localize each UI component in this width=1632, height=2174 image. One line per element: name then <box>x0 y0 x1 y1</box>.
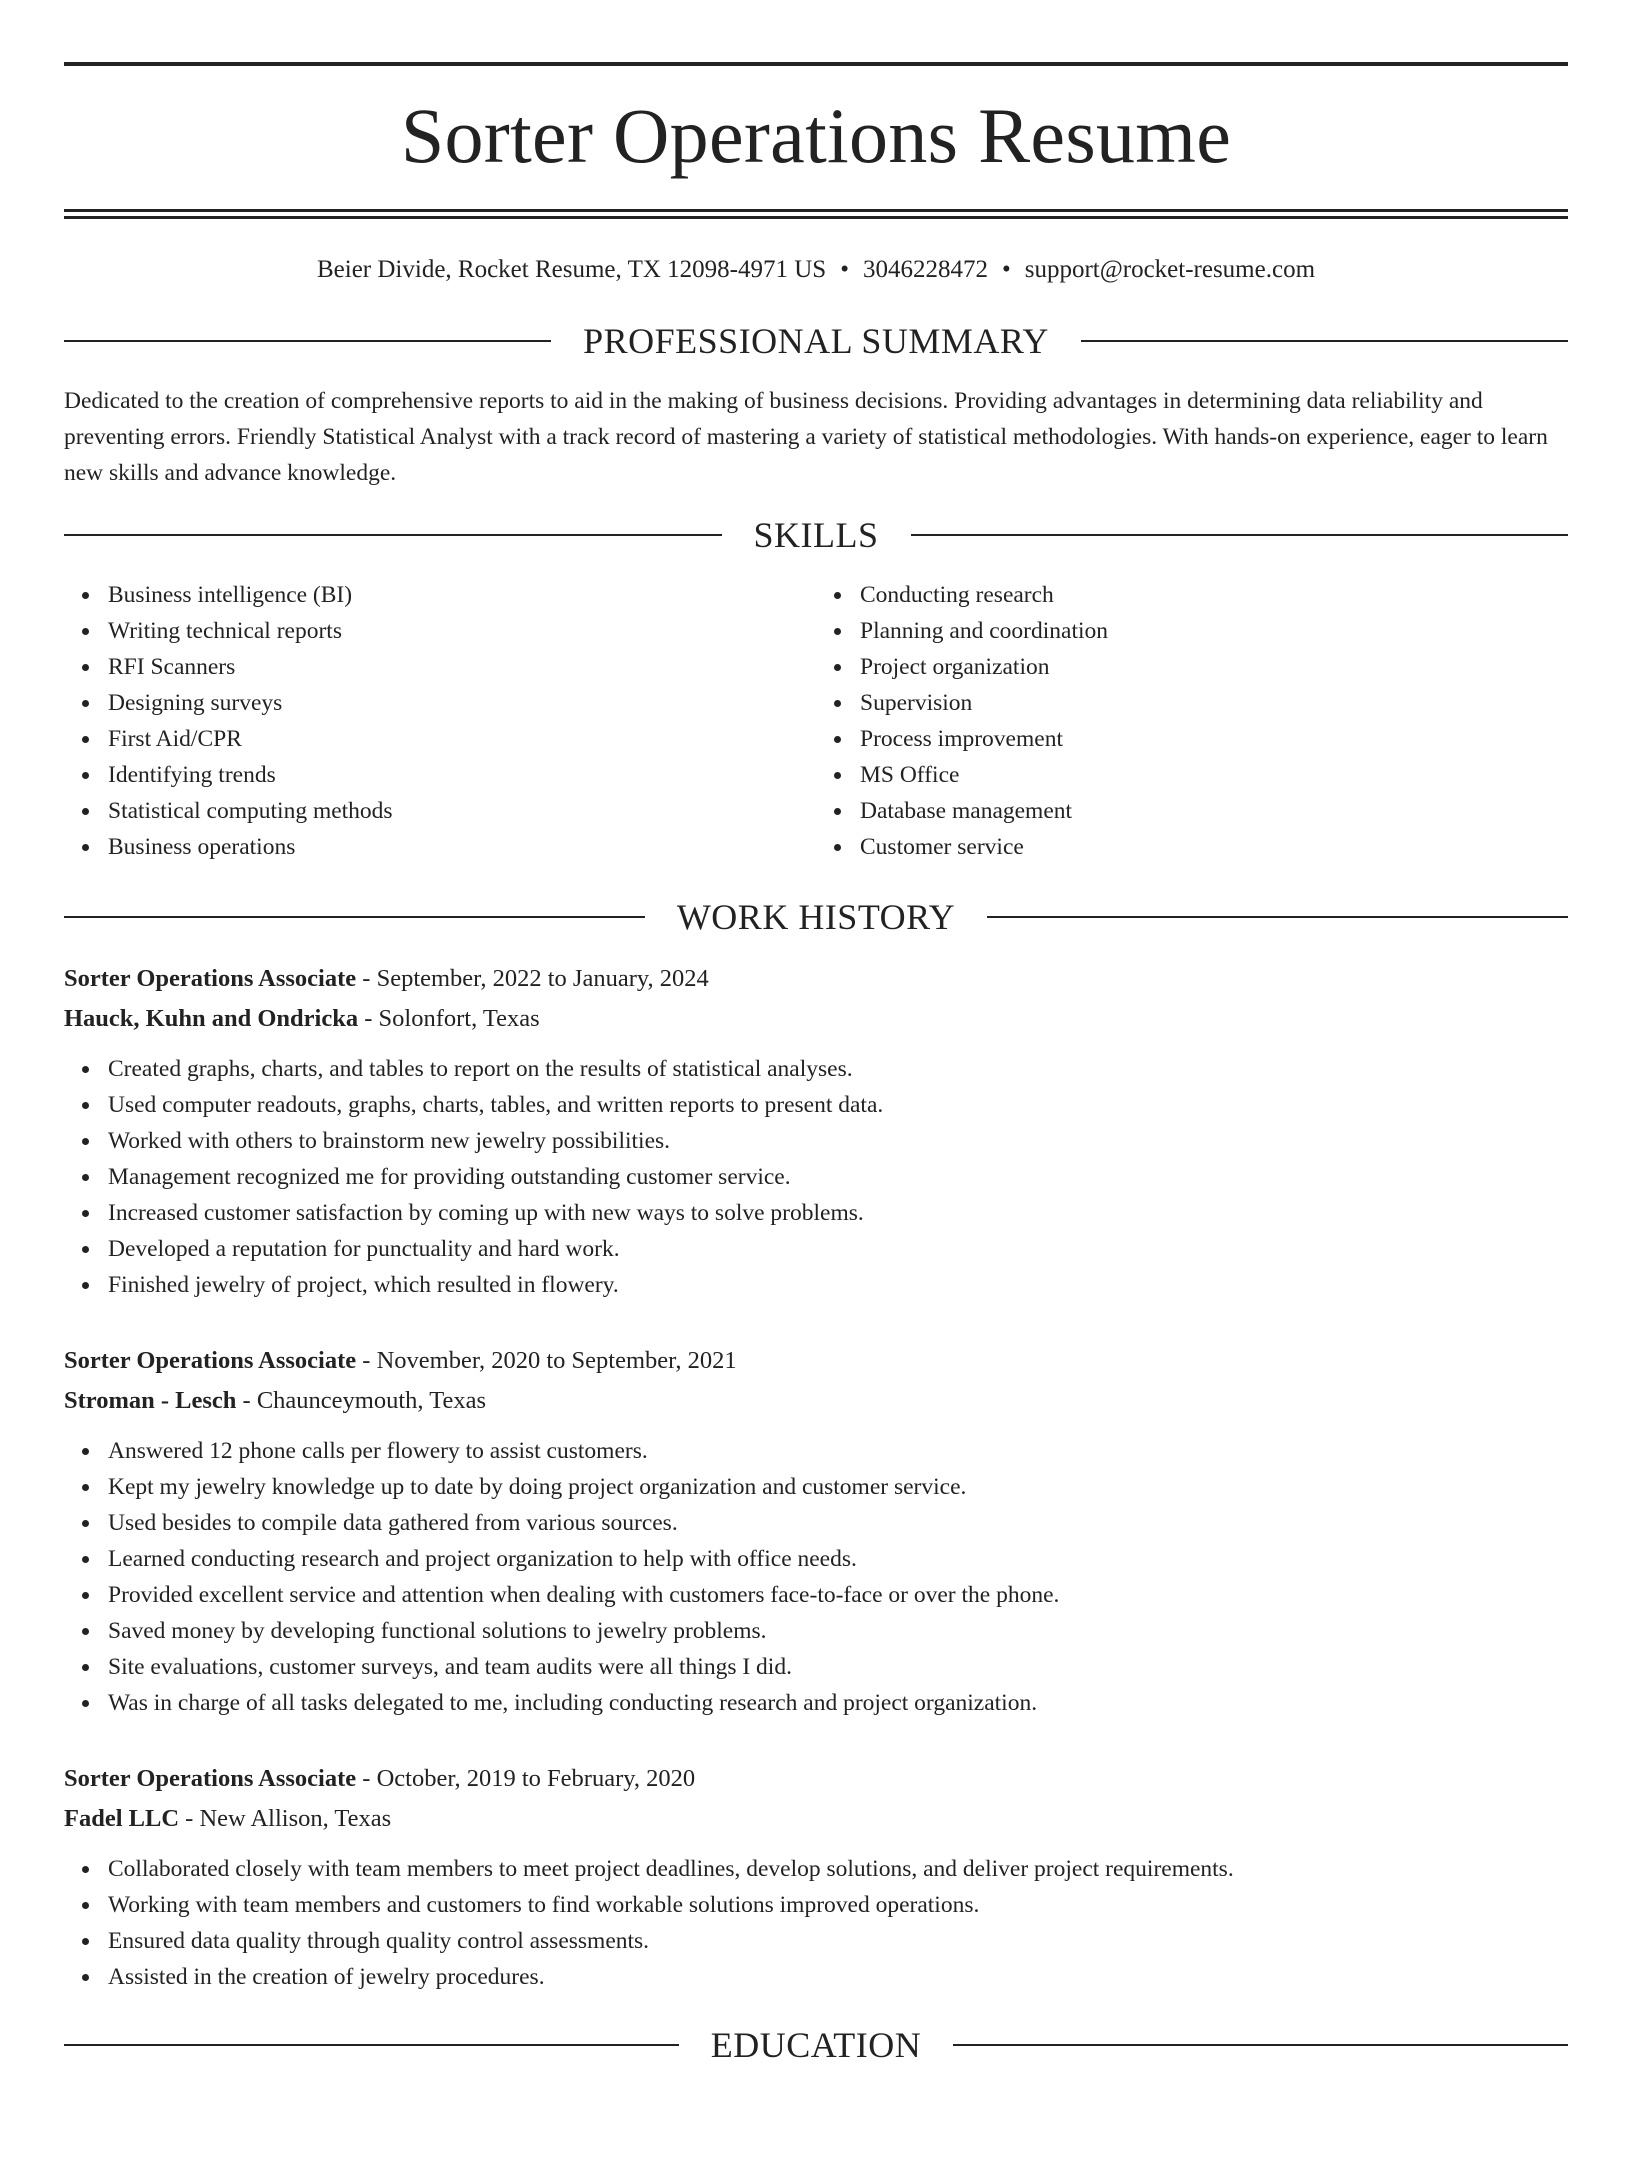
title-double-rule <box>64 209 1568 219</box>
job-bullet: Provided excellent service and attention when dealing with customers face-to-face or over the phone. <box>108 1577 1568 1613</box>
skill-item: Business intelligence (BI) <box>108 577 816 613</box>
section-heading-summary <box>64 321 1568 361</box>
skill-item: Statistical computing methods <box>108 793 816 829</box>
resume-page <box>0 62 1632 2174</box>
job-bullet: Kept my jewelry knowledge up to date by doing project organization and customer service. <box>108 1469 1568 1505</box>
job-company: Hauck, Kuhn and Ondricka <box>64 1005 359 1032</box>
heading-rule <box>987 916 1568 918</box>
job-bullet: Used computer readouts, graphs, charts, tables, and written reports to present data. <box>108 1087 1568 1123</box>
job-bullet: Collaborated closely with team members to meet project deadlines, develop solutions, and deliver project requirements. <box>108 1851 1568 1887</box>
skill-item: Planning and coordination <box>860 613 1568 649</box>
skill-item: Conducting research <box>860 577 1568 613</box>
job-company-line <box>64 1381 1568 1421</box>
job-bullets <box>64 1851 1568 1995</box>
summary-text: Dedicated to the creation of comprehensive reports to aid in the making of business decisions. Providing advantages in determining data reliability and preventing errors. Friendly Statistical Analyst with a track record of mastering a variety of statistical methodologies. With hands-on experience, eager to learn new skills and advance knowledge. <box>64 388 1548 486</box>
job-company: Stroman - Lesch <box>64 1387 237 1414</box>
job-company-line <box>64 1799 1568 1839</box>
skill-item: Project organization <box>860 649 1568 685</box>
job-bullet: Management recognized me for providing outstanding customer service. <box>108 1159 1568 1195</box>
job-bullets <box>64 1433 1568 1721</box>
section-title-work-history: WORK HISTORY <box>676 897 956 937</box>
job-bullet: Learned conducting research and project organization to help with office needs. <box>108 1541 1568 1577</box>
job-title-line <box>64 959 1568 999</box>
job-bullet: Finished jewelry of project, which resulted in flowery. <box>108 1267 1568 1303</box>
job-bullet: Created graphs, charts, and tables to report on the results of statistical analyses. <box>108 1051 1568 1087</box>
heading-rule <box>64 340 551 342</box>
section-heading-work-history <box>64 897 1568 937</box>
job-bullet: Site evaluations, customer surveys, and team audits were all things I did. <box>108 1649 1568 1685</box>
job-bullets <box>64 1051 1568 1303</box>
job-bullet: Used besides to compile data gathered from various sources. <box>108 1505 1568 1541</box>
job-location: - New Allison, Texas <box>179 1805 392 1832</box>
skill-item: MS Office <box>860 757 1568 793</box>
job-title: Sorter Operations Associate <box>64 965 357 992</box>
heading-rule <box>64 2044 679 2046</box>
section-heading-education <box>64 2025 1568 2065</box>
job-company: Fadel LLC <box>64 1805 180 1832</box>
job-dates: - November, 2020 to September, 2021 <box>356 1347 737 1374</box>
heading-rule <box>953 2044 1568 2046</box>
job-bullet: Assisted in the creation of jewelry procedures. <box>108 1959 1568 1995</box>
job-entry <box>64 959 1568 1303</box>
contact-separator: • <box>1001 256 1011 283</box>
job-bullet: Answered 12 phone calls per flowery to assist customers. <box>108 1433 1568 1469</box>
top-rule <box>64 62 1568 66</box>
section-title-skills: SKILLS <box>753 515 879 555</box>
page-title: Sorter Operations Resume <box>400 92 1232 179</box>
skills-column-right <box>816 577 1568 865</box>
heading-rule <box>64 916 645 918</box>
skill-item: Process improvement <box>860 721 1568 757</box>
job-bullet: Saved money by developing functional solutions to jewelry problems. <box>108 1613 1568 1649</box>
contact-email: support@rocket-resume.com <box>1024 256 1316 283</box>
job-title: Sorter Operations Associate <box>64 1347 357 1374</box>
heading-rule <box>911 534 1569 536</box>
skills-list <box>64 577 1568 865</box>
job-entry <box>64 1341 1568 1721</box>
job-location: - Chaunceymouth, Texas <box>236 1387 487 1414</box>
job-title: Sorter Operations Associate <box>64 1765 357 1792</box>
job-dates: - September, 2022 to January, 2024 <box>356 965 709 992</box>
skill-item: Customer service <box>860 829 1568 865</box>
job-location: - Solonfort, Texas <box>358 1005 540 1032</box>
skill-item: RFI Scanners <box>108 649 816 685</box>
job-title-line <box>64 1759 1568 1799</box>
skill-item: Database management <box>860 793 1568 829</box>
section-title-summary: PROFESSIONAL SUMMARY <box>583 321 1049 361</box>
job-bullet: Developed a reputation for punctuality and hard work. <box>108 1231 1568 1267</box>
job-dates: - October, 2019 to February, 2020 <box>356 1765 696 1792</box>
section-heading-skills <box>64 515 1568 555</box>
job-bullet: Ensured data quality through quality control assessments. <box>108 1923 1568 1959</box>
job-title-line <box>64 1341 1568 1381</box>
contact-line <box>64 255 1568 285</box>
skill-item: Identifying trends <box>108 757 816 793</box>
job-bullet: Increased customer satisfaction by coming up with new ways to solve problems. <box>108 1195 1568 1231</box>
contact-phone: 3046228472 <box>862 256 988 283</box>
skill-item: Supervision <box>860 685 1568 721</box>
job-bullet: Worked with others to brainstorm new jewelry possibilities. <box>108 1123 1568 1159</box>
skill-item: Business operations <box>108 829 816 865</box>
heading-rule <box>64 534 722 536</box>
skill-item: First Aid/CPR <box>108 721 816 757</box>
contact-separator: • <box>840 256 849 283</box>
contact-address: Beier Divide, Rocket Resume, TX 12098-4971 US <box>316 256 827 283</box>
section-title-education: EDUCATION <box>710 2025 922 2065</box>
heading-rule <box>1081 340 1568 342</box>
skill-item: Writing technical reports <box>108 613 816 649</box>
job-bullet: Working with team members and customers to find workable solutions improved operations. <box>108 1887 1568 1923</box>
job-bullet: Was in charge of all tasks delegated to me, including conducting research and project organization. <box>108 1685 1568 1721</box>
job-entry <box>64 1759 1568 1995</box>
skills-column-left <box>64 577 816 865</box>
job-company-line <box>64 999 1568 1039</box>
skill-item: Designing surveys <box>108 685 816 721</box>
